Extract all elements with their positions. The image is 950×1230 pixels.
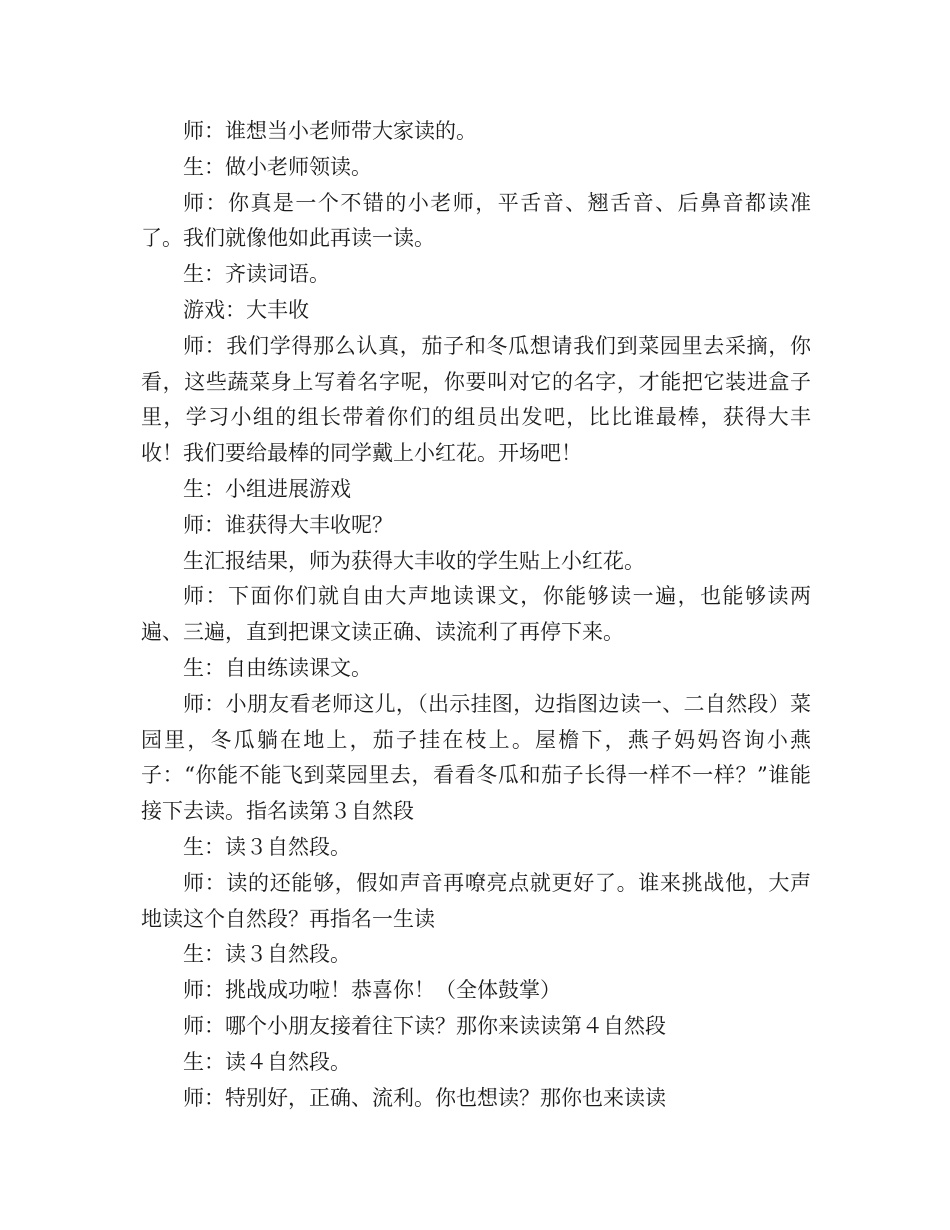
paragraph: 师：下面你们就自由大声地读课文，你能够读一遍，也能够读两遍、三遍，直到把课文读正确、读流利了再停下来。 <box>141 584 811 645</box>
paragraph: 师：哪个小朋友接着往下读？那你来读读第４自然段 <box>183 1013 666 1038</box>
paragraph: 生：读３自然段。 <box>183 834 351 859</box>
paragraph: 生汇报结果，师为获得大丰收的学生贴上小红花。 <box>183 548 645 573</box>
paragraph: 游戏：大丰收 <box>183 297 309 322</box>
paragraph: 师：挑战成功啦！恭喜你！（全体鼓掌） <box>183 978 561 1003</box>
paragraph: 师：你真是一个不错的小老师，平舌音、翘舌音、后鼻音都读准了。我们就像他如此再读一读。 <box>141 190 811 251</box>
paragraph: 师：小朋友看老师这儿，（出示挂图，边指图边读一、二自然段）菜园里，冬瓜躺在地上，茄子挂在枝上。屋檐下，燕子妈妈咨询小燕子：“你能不能飞到菜园里去，看看冬瓜和茄子长得一样不一样？”谁能接下去读。指名读第３自然段 <box>141 691 811 824</box>
paragraph: 生：齐读词语。 <box>183 262 330 287</box>
paragraph: 师：读的还能够，假如声音再嘹亮点就更好了。谁来挑战他，大声地读这个自然段？再指名一生读 <box>141 870 811 931</box>
paragraph: 师：特别好，正确、流利。你也想读？那你也来读读 <box>183 1085 666 1110</box>
paragraph: 生：读３自然段。 <box>183 942 351 967</box>
paragraph: 师：谁获得大丰收呢？ <box>183 512 393 537</box>
paragraph: 生：自由练读课文。 <box>183 655 372 680</box>
paragraph: 师：谁想当小老师带大家读的。 <box>183 119 477 143</box>
paragraph: 生：做小老师领读。 <box>183 154 372 179</box>
paragraph: 生：小组进展游戏 <box>183 476 351 501</box>
lesson-transcript <box>141 114 811 1116</box>
paragraph: 师：我们学得那么认真，茄子和冬瓜想请我们到菜园里去采摘，你看，这些蔬菜身上写着名字呢，你要叫对它的名字，才能把它装进盒子里，学习小组的组长带着你们的组员出发吧，比比谁最棒，获得大丰收！我们要给最棒的同学戴上小红花。开场吧！ <box>141 333 811 466</box>
paragraph: 生：读４自然段。 <box>183 1049 351 1074</box>
